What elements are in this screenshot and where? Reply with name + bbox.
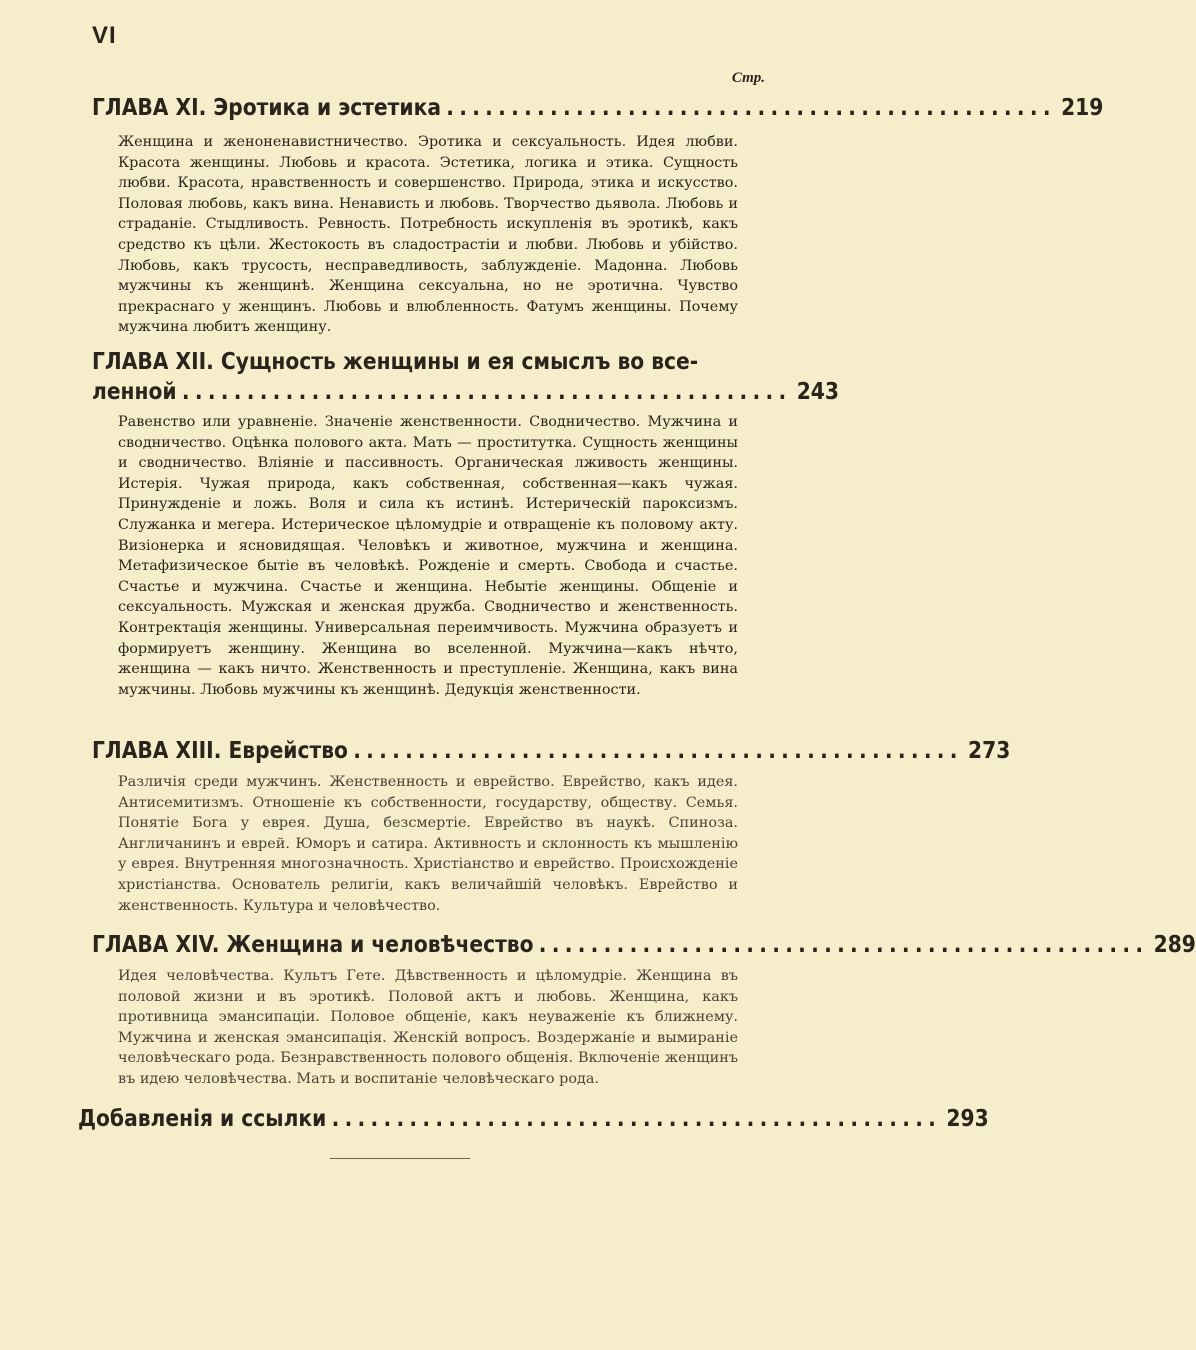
chapter-title: ГЛАВА XI. Эротика и эстетика [92,95,441,121]
page-column-label: Стр. [731,70,765,86]
appendix-heading[interactable] [78,1104,989,1134]
page-number: VI [92,22,117,49]
chapter-contents-11: Женщина и женоненавистничество. Эротика и сексуальность. Идея любви. Красота женщины. Любовь и красота. Эстетика, логика и этика. Сущность любви. Красота, нравственность и совершенство. Природа, этика и искусство. Половая любовь, какъ вина. Ненависть и любовь. Творчество дьявола. Любовь и страданіе. Стыдливость. Ревность. Потребность искупленія въ эротикѣ, какъ средство къ цѣли. Жестокость въ сладострастіи и любви. Любовь и убійство. Любовь, какъ трусость, несправедливость, заблужденіе. Мадонна. Любовь мужчины къ женщинѣ. Женщина сексуальна, но не эротична. Чувство прекраснаго у женщинъ. Любовь и влюбленность. Фатумъ женщины. Почему мужчина любитъ женщину. [118,134,738,336]
chapter-page-number: 289 [1153,932,1196,958]
dot-leader: ............................................... [353,738,963,764]
chapter-title: ленной [92,379,177,405]
dot-leader: ............................................... [181,379,792,405]
chapter-page-number: 219 [1061,95,1104,121]
chapter-heading-14[interactable] [92,930,1196,960]
dot-leader: ............................................... [446,95,1056,121]
chapter-title: ГЛАВА XIV. Женщина и человѣчество [92,932,534,958]
chapter-contents-12: Равенство или уравненіе. Значеніе женственности. Сводничество. Мужчина и сводничество. Оцѣнка полового акта. Мать — проститутка. Сущность женщины и сводничество. Вліяніе и пассивность. Органическая лживость женщины. Истерія. Чужая природа, какъ собственная, собственная—какъ чужая. Принужденіе и ложь. Воля и сила къ истинѣ. Истерическій пароксизмъ. Служанка и мегера. Истерическое цѣломудріе и отвращеніе къ половому акту. Визіонерка и ясновидящая. Человѣкъ и животное, мужчина и женщина. Метафизическое бытіе въ человѣкѣ. Рожденіе и смерть. Свобода и счастье. Счастье и мужчина. Счастье и женщина. Небытіе женщины. Общеніе и сексуальность. Мужская и женская дружба. Сводничество и женственность. Контректація женщины. Универсальная переимчивость. Мужчина образуетъ и формируетъ женщину. Женщина во вселенной. Мужчина—какъ нѣчто, женщина — какъ ничто. Женственность и преступленіе. Женщина, какъ вина мужчины. Любовь мужчины къ женщинѣ. Дедукція женственности. [118,414,738,698]
chapter-contents-13: Различія среди мужчинъ. Женственность и еврейство. Еврейство, какъ идея. Антисемитизмъ. Отношеніе къ собственности, государству, обществу. Семья. Понятіе Бога у еврея. Душа, безсмертіе. Еврейство въ наукѣ. Спиноза. Англичанинъ и еврей. Юморъ и сатира. Активность и склонность къ мышленію у еврея. Внутренняя многозначность. Христіанство и еврейство. Происхожденіе христіанства. Основатель религіи, какъ величайшій человѣкъ. Еврейство и женственность. Культура и человѣчество. [118,774,738,914]
section-divider [330,1158,470,1159]
dot-leader: ............................................... [538,932,1149,958]
appendix-page-number: 293 [946,1106,989,1132]
chapter-contents-14: Идея человѣчества. Культъ Гете. Дѣвственность и цѣломудріе. Женщина въ половой жизни и въ эротикѣ. Половой актъ и любовь. Женщина, какъ противница эмансипаціи. Половое общеніе, какъ неуваженіе къ ближнему. Мужчина и женская эмансипація. Женскій вопросъ. Воздержаніе и вымираніе человѣческаго рода. Безнравственность полового общенія. Включеніе женщинъ въ идею человѣчества. Мать и воспитаніе человѣческаго рода. [118,968,738,1087]
appendix-title: Добавленія и ссылки [78,1106,327,1132]
dot-leader: ............................................... [331,1106,942,1132]
chapter-title-line1: ГЛАВА XII. Сущность женщины и ея смыслъ во все- [92,349,699,375]
chapter-page-number: 273 [968,738,1011,764]
chapter-heading-12[interactable] [92,347,839,407]
chapter-heading-13[interactable] [92,736,1011,766]
chapter-heading-11[interactable] [92,93,1104,123]
chapter-page-number: 243 [796,379,839,405]
chapter-title: ГЛАВА XIII. Еврейство [92,738,348,764]
